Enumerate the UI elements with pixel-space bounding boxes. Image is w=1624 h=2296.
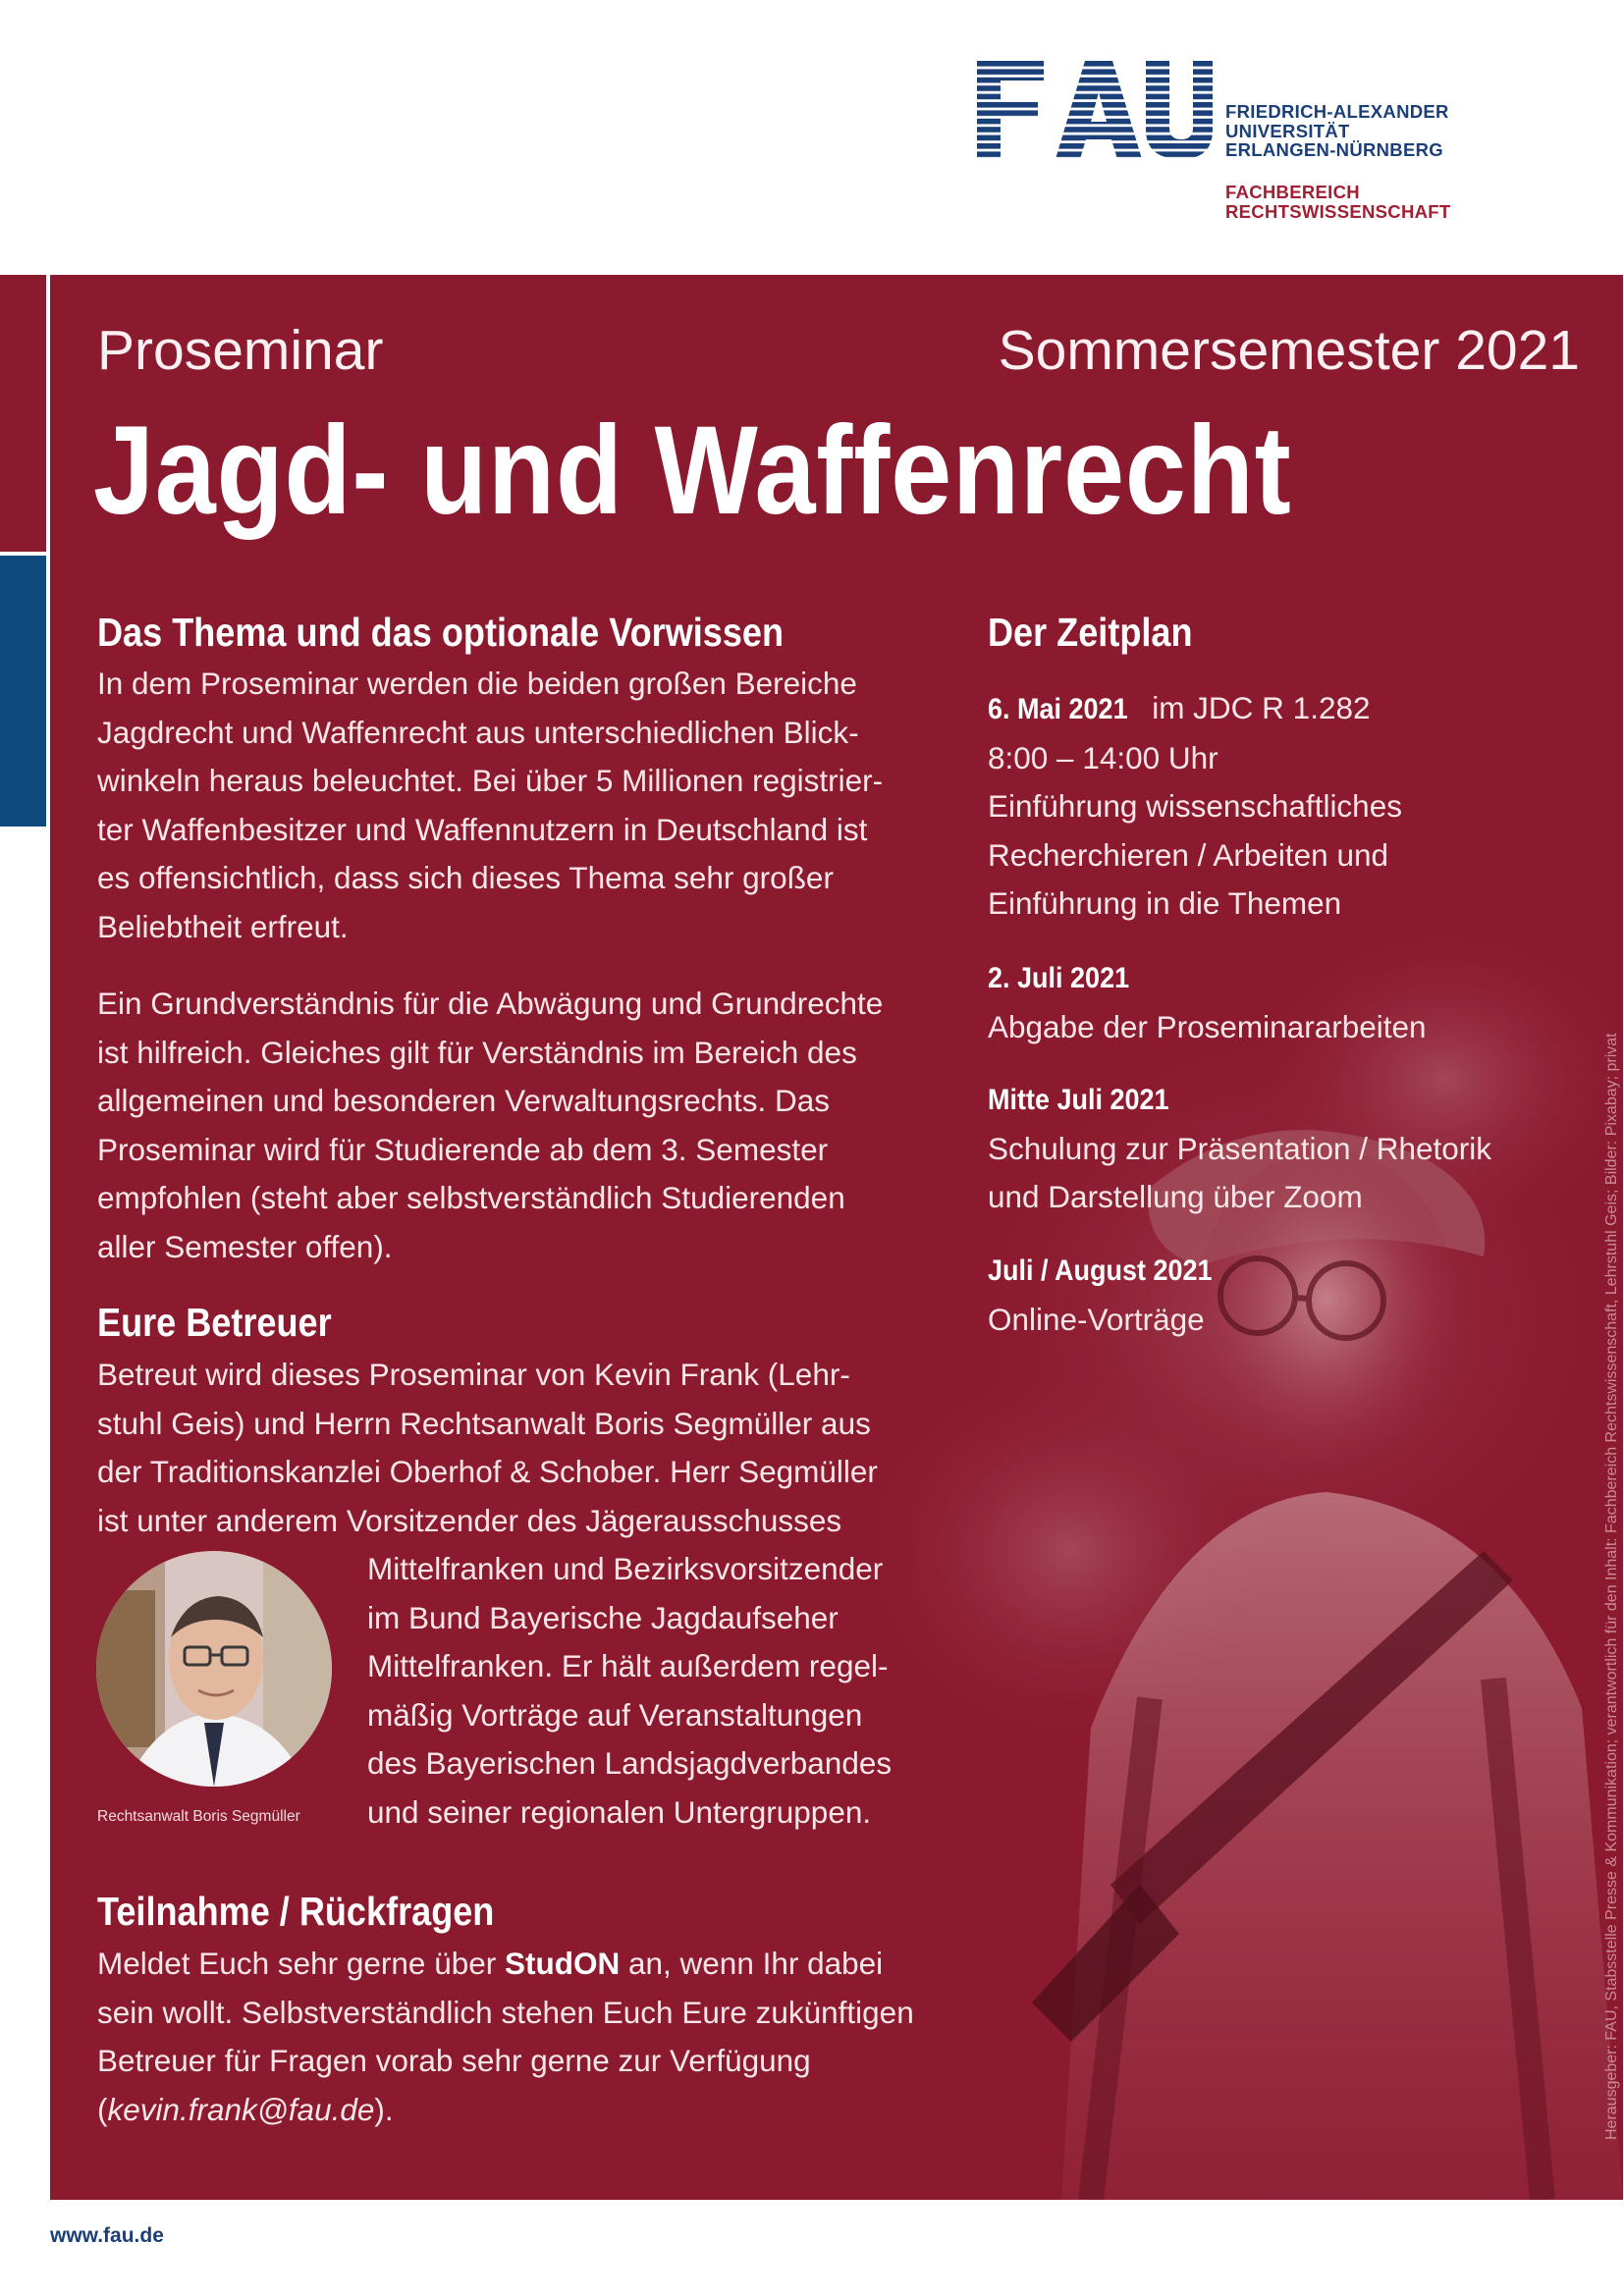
university-name-line: FRIEDRICH-ALEXANDER (1225, 101, 1449, 122)
betreuer-portrait (96, 1551, 332, 1787)
side-accent-blue (0, 556, 46, 827)
text-segment: Meldet Euch sehr gerne über (97, 1946, 505, 1981)
text-line: des Bayerischen Landsjagdverbandes (367, 1745, 893, 1781)
text-line: Ein Grundverständnis für die Abwägung und Grundrechte (97, 986, 884, 1021)
kicker-semester: Sommersemester 2021 (998, 319, 1580, 382)
schedule-date-line (988, 1075, 1491, 1125)
university-name-line: ERLANGEN-NÜRNBERG (1225, 139, 1443, 160)
text-line: sein wollt. Selbstverständlich stehen Euch Eure zukünftigen (97, 1994, 914, 2030)
studon-link[interactable]: StudON (505, 1946, 621, 1981)
schedule-date-line (988, 953, 1427, 1003)
text-line: Mittelfranken. Er hält außerdem regel- (367, 1648, 889, 1683)
poster-panel (50, 275, 1623, 2200)
page-title: Jagd- und Waffenrecht (93, 400, 1292, 541)
schedule-detail: Einführung in die Themen (988, 885, 1342, 921)
text-line (97, 2086, 914, 2135)
schedule-item (988, 1246, 1237, 1344)
text-line: allgemeinen und besonderen Verwaltungsrechts. Das (97, 1083, 830, 1118)
text-line: Betreuer für Fragen vorab sehr gerne zur Verfügung (97, 2043, 811, 2078)
teilnahme-paragraph (97, 1940, 914, 2134)
text-line: ist unter anderem Vorsitzender des Jägerausschusses (97, 1502, 842, 1538)
betreuer-paragraph-indented (367, 1545, 892, 1837)
section-heading-teilnahme: Teilnahme / Rückfragen (97, 1889, 495, 1934)
text-line: im Bund Bayerische Jagdaufseher (367, 1599, 839, 1635)
thema-paragraph-1 (97, 660, 883, 951)
fau-logo-mark (977, 61, 1213, 159)
schedule-date: Juli / August 2021 (988, 1255, 1213, 1287)
text-segment: an, wenn Ihr dabei (620, 1946, 884, 1981)
imprint-credit: Herausgeber: FAU, Stabsstelle Presse & Kommunikation; verantwortlich für den Inhalt: Fachbereich Rechtswissenschaft, Lehrstuhl Geis; Bilder: Pixabay; privat (1603, 1033, 1620, 2140)
text-line: Beliebtheit erfreut. (97, 908, 349, 944)
section-heading-betreuer: Eure Betreuer (97, 1300, 332, 1345)
text-line: ist hilfreich. Gleiches gilt für Verständnis im Bereich des (97, 1034, 857, 1070)
schedule-detail: 8:00 – 14:00 Uhr (988, 739, 1218, 775)
text-line: In dem Proseminar werden die beiden großen Bereiche (97, 666, 857, 701)
text-segment: ). (374, 2091, 394, 2127)
schedule-detail: Schulung zur Präsentation / Rhetorik (988, 1130, 1492, 1166)
schedule-detail: Einführung wissenschaftliches (988, 788, 1402, 824)
department-name (1225, 183, 1540, 222)
kicker-course-type: Proseminar (97, 319, 384, 382)
text-line: stuhl Geis) und Herrn Rechtsanwalt Boris Segmüller aus (97, 1405, 871, 1441)
portrait-image (96, 1551, 332, 1787)
schedule-date: Mitte Juli 2021 (988, 1084, 1169, 1116)
side-accent-red (0, 275, 46, 552)
text-line: Betreut wird dieses Proseminar von Kevin Frank (Lehr- (97, 1357, 850, 1392)
department-name-line: FACHBEREICH (1225, 182, 1360, 202)
schedule-date: 6. Mai 2021 (988, 693, 1128, 725)
text-line: Jagdrecht und Waffenrecht aus unterschiedlichen Blick- (97, 714, 859, 750)
department-name-line: RECHTSWISSENSCHAFT (1225, 201, 1451, 222)
betreuer-paragraph (97, 1351, 878, 1545)
schedule-item (988, 684, 1402, 929)
schedule-date: 2. Juli 2021 (988, 962, 1130, 994)
schedule-detail: Recherchieren / Arbeiten und (988, 836, 1389, 873)
text-line: empfohlen (steht aber selbstverständlich Studierenden (97, 1180, 845, 1215)
section-heading-thema: Das Thema und das optionale Vorwissen (97, 610, 785, 655)
text-line: Mittelfranken und Bezirksvorsitzender (367, 1551, 884, 1586)
schedule-item (988, 953, 1427, 1051)
schedule-detail: Abgabe der Proseminararbeiten (988, 1008, 1427, 1044)
university-name-line: UNIVERSITÄT (1225, 120, 1350, 141)
section-heading-zeitplan: Der Zeitplan (988, 610, 1193, 655)
university-name (1225, 102, 1540, 160)
schedule-item (988, 1075, 1491, 1222)
text-line: ter Waffenbesitzer und Waffennutzern in Deutschland ist (97, 811, 868, 847)
text-line: winkeln heraus beleuchtet. Bei über 5 Millionen registrier- (97, 763, 884, 798)
schedule-detail: Online-Vorträge (988, 1301, 1205, 1337)
text-line: und seiner regionalen Untergruppen. (367, 1793, 872, 1830)
schedule-date-line (988, 1246, 1237, 1296)
text-line (97, 1940, 914, 1989)
text-segment: ( (97, 2091, 108, 2127)
email-link[interactable]: kevin.frank@fau.de (107, 2091, 375, 2127)
schedule-location: im JDC R 1.282 (1143, 690, 1371, 725)
schedule-detail: und Darstellung über Zoom (988, 1179, 1363, 1214)
portrait-caption: Rechtsanwalt Boris Segmüller (97, 1808, 300, 1825)
text-line: mäßig Vorträge auf Veranstaltungen (367, 1696, 863, 1733)
thema-paragraph-2 (97, 980, 883, 1271)
text-line: aller Semester offen). (97, 1228, 393, 1264)
text-line: es offensichtlich, dass sich dieses Thema sehr großer (97, 860, 834, 895)
text-line: Proseminar wird für Studierende ab dem 3. Semester (97, 1131, 829, 1167)
text-line: der Traditionskanzlei Oberhof & Schober. Herr Segmüller (97, 1454, 878, 1489)
schedule-date-line (988, 684, 1402, 734)
footer-website-link[interactable]: www.fau.de (50, 2224, 164, 2247)
